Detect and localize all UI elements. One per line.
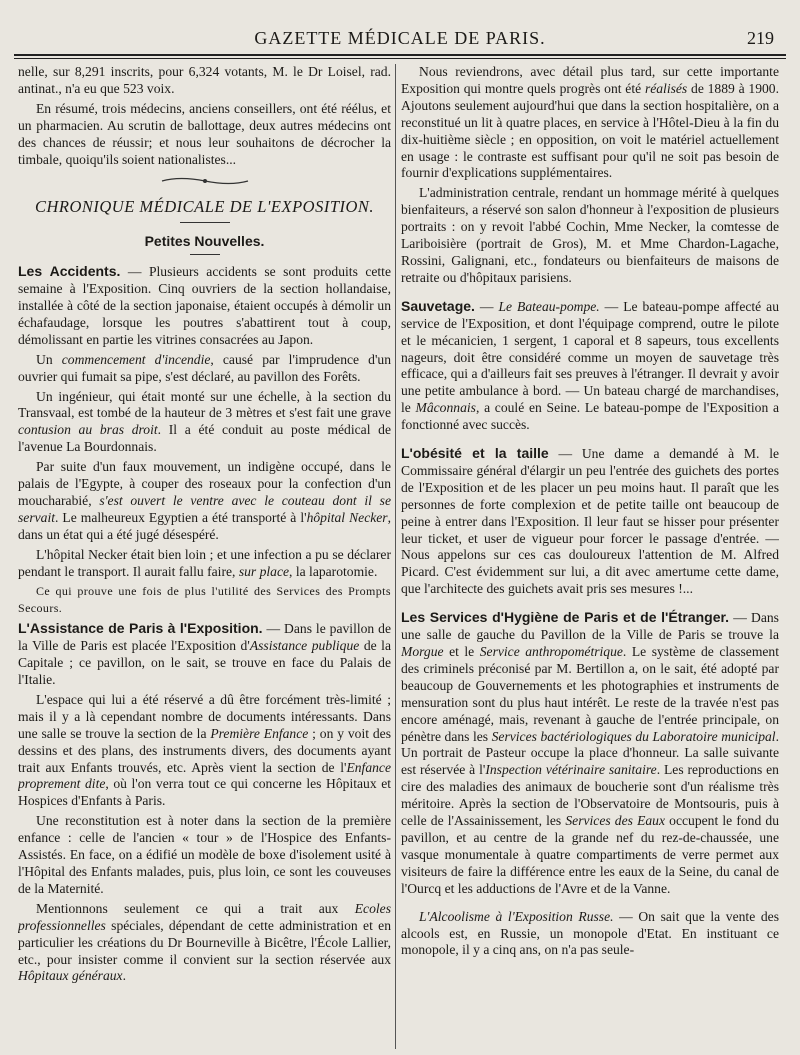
text: de la Capitale ; ce pavillon, on le sait, se trouve en face du Palais de l'Italie. [18,638,391,687]
text: , a coulé en Seine. Le bateau-pompe de l'Exposition a fonctionné avec succès. [401,400,779,433]
article-heading: Les Accidents. [18,263,121,280]
column-divider [395,64,396,1049]
emphasis: Assistance publique [249,638,360,654]
emphasis: Mâconnais [415,400,476,416]
header-rule-thin [14,58,786,59]
paragraph [401,64,779,182]
article-heading: Sauvetage. [401,297,475,314]
text: . Il a été conduit au poste médical de l'avenue La Bourdonnais. [18,422,391,455]
title-rule [190,254,220,255]
paragraph [18,547,391,581]
right-column [401,64,779,1049]
emphasis: Morgue [401,644,444,659]
text: . Un portrait de Pasteur occupe la place d'honneur. La salle suivante est réservée à l' [401,728,779,778]
text: . Les reproductions en cire des maladies des animaux de boucherie sont d'un réalisme très méritoire. Après la section de l'Observatoire de Montsouris, puis à celle de l'Assainissement, les [401,762,779,829]
emphasis: Services des Eaux [565,813,666,829]
text: — Plusieurs accidents se sont produits cette semaine à l'Exposition. Cinq ouvriers de la section hollandaise, installée à côté de la section japonaise, étaient occupés à démolir un échafaudage, lorsque les poutres s'abattirent tout à coup, démolissant en partie les vitrines consacrées au Japon. [18,264,391,347]
article-heading: Les Services d'Hygiène de Paris et de l'Étranger. [401,609,730,626]
spacer [401,437,779,445]
text: L'hôpital Necker était bien loin ; et une infection a pu se déclarer pendant le transport. Il aurait fallu faire, [18,546,391,579]
text: — Une dame a demandé à M. le Commissaire général d'élargir un peu l'entrée des guichets des portes de l'Exposition et de les placer un peu moins haut. Il paraît que les personnes de forte complexion et de petite taille ont beaucoup de peine à entrer dans l'Exposition. Il leur faut se hisser pour présenter leur ticket, et user de vigueur pour forcer le passage d'entrée. — Nous appelons sur ces cas douloureux l'attention de M. Alfred Picard. C'est évidemment sur lui, a dit avec amertume cette dame, que l'architecte des guichets avait pris ses mesures !... [401,446,779,597]
emphasis: commencement d'incendie [61,351,211,367]
emphasis: s'est ouvert le ventre avec le couteau dont il se servait [18,492,391,525]
paragraph [18,389,391,457]
emphasis: réalisés [644,80,688,96]
spacer [401,601,779,609]
emphasis: Première Enfance [210,725,309,741]
text: Un [36,351,62,367]
paragraph: L'administration centrale, rendant un hommage mérité à quelques bienfaiteurs, a réservé son salon d'honneur à l'exposition de plusieurs portraits : on y revoit l'abbé Cochin, Mme Necker, la comtesse de Lariboisière (portrait de Gros), M. et Mme Chardon-Lagache, Rossini, Galignani, etc., fondateurs ou bienfaiteurs de maisons de retraite ou d'hôpitaux parisiens. [401,185,779,285]
text: — Le bateau-pompe affecté au service de l'Exposition, et dont l'équipage comprend, outre le pilote et le mécanicien, 1 sergent, 1 caporal et 8 sapeurs, tous excellents nageurs, doit être considéré comme un moyen de sauvetage très efficace, qui a d'ailleurs fait ses preuves à l'étranger. Il devrait y avoir une petite ambulance à bord. — Un bateau chargé de marchandises, le [401,298,779,416]
text: — Dans le pavillon de la Ville de Paris est placée l'Exposition d' [18,621,391,654]
emphasis: hôpital Necker [306,509,388,525]
text: . Le système de classement des criminels préconisé par M. Bertillon a, on le sait, été adopté par beaucoup de Gouvernements et les photographies et instruments de mensuration sont du plus haut intérêt. Le reste de la travée n'est pas encore aménagé, mais, revenant à gauche de l'entrée principale, on pénètre dans les [401,644,779,744]
article-heading: L'obésité et la taille [401,445,549,462]
subsection-title: Petites Nouvelles. [144,233,265,250]
emphasis: Service anthropométrique [479,644,623,659]
paragraph [18,352,391,386]
text: L'espace qui lui a été réservé a dû être forcément très-limité ; mais il y a là cependant nombre de documents intéressants. Dans une salle se trouve la section de la [18,691,391,741]
header-rule [14,54,786,56]
paragraph [18,459,391,544]
emphasis: Inspection vétérinaire sanitaire [485,762,657,778]
emphasis: Le Bateau-pompe. [498,298,600,314]
text: Mentionnons seulement ce qui a trait aux [36,900,355,916]
article-heading: L'Assistance de Paris à l'Exposition. [18,620,263,637]
text: . Le malheureux Egyptien a été transporté à l' [55,509,307,525]
emphasis: contusion au bras droit [18,422,158,438]
text: ; on y voit des dessins et des plans, des instruments divers, des documents ayant trait aux Enfants trouvés, etc. Après vient la section de l' [18,725,391,775]
journal-title: GAZETTE MÉDICALE DE PARIS. [254,28,546,48]
paragraph [401,445,779,598]
text: occupent le fond du pavillon, et au centre de la grande nef du rez-de-chaussée, une vasque monumentale à quatre compartiments de verre permet aux visiteurs de faire la différence entre les eaux de la Seine, du canal de l'Ourcq et les adductions de l'Avre et de la Vanne. [401,813,779,896]
text: — On sait que la vente des alcools est, en Russie, un monopole d'Etat. En instituant ce monopole, il y a cinq ans, on n'a pas seule- [401,908,779,958]
section-title: CHRONIQUE MÉDICALE DE L'EXPOSITION. [34,197,375,217]
text: Un ingénieur, qui était monté sur une échelle, à la section du Transvaal, est tombé de la hauteur de 3 mètres et s'est fait une grave [18,388,391,421]
small-caps-line: Ce qui prouve une fois de plus l'utilité des Services des Prompts Secours. [18,584,391,616]
paragraph: Sauvetage. — Le Bateau-pompe. — Le bateau-pompe affecté au service de l'Exposition, et dont l'équipage comprend, outre le pilote et le mécanicien, 1 sergent, 1 caporal et 8 sapeurs, tous excellents nageurs, doit être considéré comme un moyen de sauvetage très efficace, qui a d'ailleurs fait ses preuves à l'étranger. Il devrait y avoir une petite ambulance à bord. — Un bateau chargé de marchandises, le Mâconnais, a coulé en Seine. Le bateau-pompe de l'Exposition a fonctionné avec succès. [401,297,779,433]
text: . [122,968,126,984]
spacer [401,901,779,909]
paragraph: Une reconstitution est à noter dans la section de la première enfance : celle de l'ancien « tour » de l'Hospice des Enfants-Assistés. En face, on a édifié un modèle de boxe d'isolement usité à l'Hôpital des Enfants malades, puis, plus loin, ce sont les couveuses de la Maternité. [18,813,391,896]
emphasis: Ecoles professionnelles [18,900,391,933]
text: et le [443,644,480,659]
paragraph [18,620,391,689]
spacer [401,290,779,298]
emphasis: sur place [238,563,290,579]
page-number: 219 [747,28,774,48]
text: — Dans une salle de gauche du Pavillon de la Ville de Paris se trouve la [401,610,779,643]
page-header [0,0,800,60]
paragraph: nelle, sur 8,291 inscrits, pour 6,324 votants, M. le Dr Loisel, rad. antinat., n'a eu que 523 voix. [18,64,391,96]
left-column [18,64,391,1049]
text: , la laparotomie. [289,563,378,579]
paragraph [18,901,391,986]
text: , où l'on verra tout ce qui concerne les Hôpitaux et Hospices d'Enfants à Paris. [18,776,391,809]
text: Par suite d'un faux mouvement, un indigène occupé, dans le palais de l'Egypte, à couper des roseaux pour la confection d'un moucharabié, [18,459,391,508]
paragraph [18,692,391,810]
paragraph: En résumé, trois médecins, anciens conseillers, ont été réélus, et un pharmacien. Au scrutin de ballottage, deux autres médecins ont des chances de réussir; et nous leur souhaitons de décrocher la timbale, quoiqu'ils soient nationalistes... [18,100,391,167]
text: , dans un état qui a été jugé désespéré. [18,509,391,542]
emphasis: L'Alcoolisme à l'Exposition Russe. [419,908,614,924]
text: Nous reviendrons, avec détail plus tard, sur cette importante Exposition qui montre quels progrès ont été [401,64,779,96]
paragraph [18,263,391,349]
title-rule [180,222,230,223]
emphasis: Enfance proprement dite [18,759,391,792]
text: spéciales, dépendant de cette administration et en particulier les créations du Dr Bourneville à Bicêtre, l'École Lallier, etc., pour insister comme il convient sur la section réservée aux [18,917,391,967]
text: , causé par l'imprudence d'un ouvrier qui fumait sa pipe, s'est déclaré, au pavillon des Forêts. [18,351,391,384]
paragraph [401,909,779,960]
ornament-flourish-icon [18,174,391,191]
paragraph [401,609,779,897]
text: de 1889 à 1900. Ajoutons seulement aujourd'hui que dans la section hospitalière, on a reconstitué un lit à quatre places, en service à l'Hôtel-Dieu à la fin du dix-huitième siècle ; en opposition, on voit le matériel actuellement en usage : le contraste est suffisant pour qu'il ne soit pas besoin de fournir d'explications supplémentaires. [401,80,779,181]
emphasis: Services bactériologiques du Laboratoire municipal [491,728,776,744]
emphasis: Hôpitaux généraux [18,968,123,984]
